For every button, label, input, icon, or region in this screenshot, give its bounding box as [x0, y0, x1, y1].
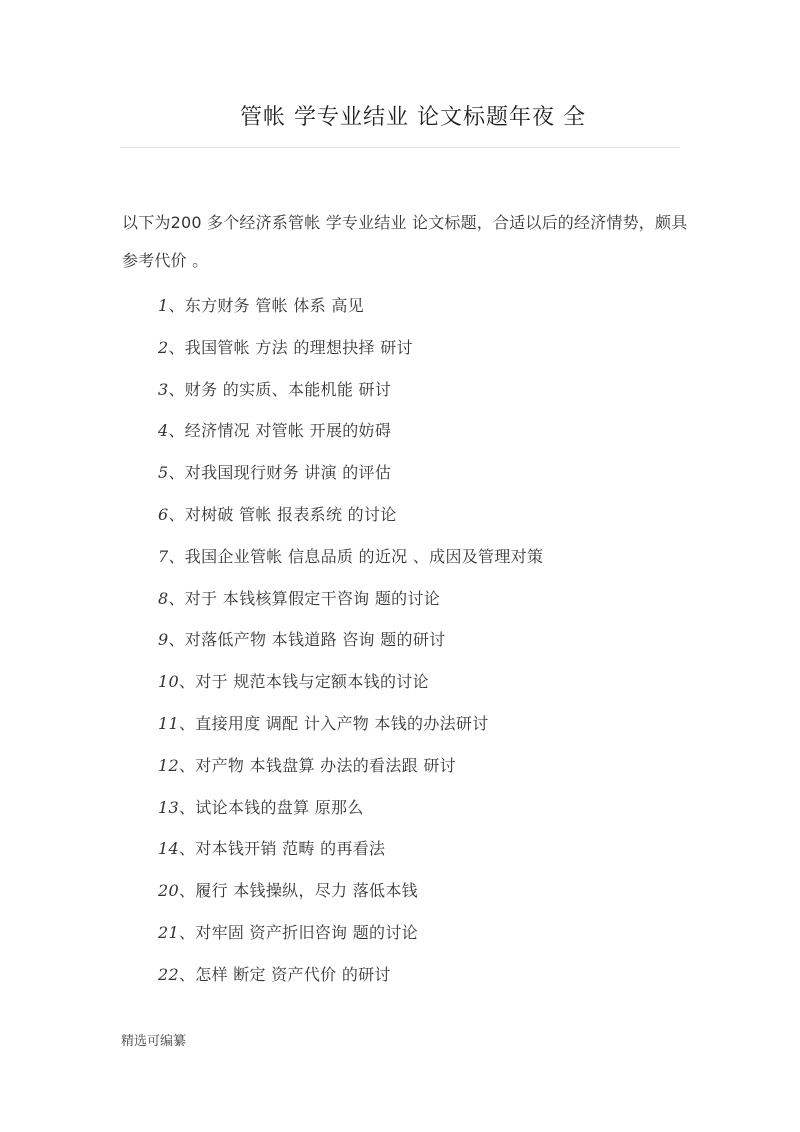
- item-text: 、财务 的实质、本能机能 研讨: [168, 379, 392, 399]
- item-number: 22: [158, 964, 179, 984]
- document-title: 管帐 学专业结业 论文标题年夜 全: [240, 105, 586, 130]
- list-item: [158, 916, 543, 958]
- list-item: [158, 623, 543, 665]
- item-number: 21: [158, 922, 179, 942]
- list-item: [158, 958, 543, 1000]
- item-number: 1: [158, 296, 169, 315]
- list-item: [158, 791, 543, 833]
- item-number: 14: [158, 839, 179, 859]
- item-number: 10: [158, 672, 179, 692]
- item-text: 、我国管帐 方法 的理想抉择 研讨: [168, 337, 413, 357]
- intro-paragraph: 以下为200 多个经济系管帐 学专业结业 论文标题，合适以后的经济情势，颇具参考代价 。: [122, 213, 688, 270]
- list-item: [158, 749, 543, 791]
- item-text: 、试论本钱的盘算 原那么: [178, 797, 364, 817]
- list-item: [158, 373, 543, 415]
- page-footer: 精选可编纂: [121, 1034, 187, 1049]
- item-text: 、经济情况 对管帐 开展的妨碍: [168, 421, 392, 441]
- item-number: 20: [158, 881, 179, 901]
- list-item: [158, 874, 543, 916]
- item-text: 、对于 规范本钱与定额本钱的讨论: [178, 672, 429, 692]
- item-number: 13: [158, 797, 179, 817]
- item-text: 、履行 本钱操纵，尽力 落低本钱: [178, 881, 418, 901]
- item-text: 、直接用度 调配 计入产物 本钱的办法研讨: [178, 713, 489, 733]
- item-number: 9: [158, 630, 169, 650]
- list-item: [158, 832, 543, 874]
- list-item: [158, 498, 543, 540]
- list-item: [158, 582, 543, 624]
- title-divider: [120, 147, 680, 148]
- list-item: [158, 456, 543, 498]
- item-text: 、对牢固 资产折旧咨询 题的讨论: [178, 922, 418, 942]
- item-number: 7: [158, 546, 169, 566]
- list-item: [158, 540, 543, 582]
- item-text: 、怎样 断定 资产代价 的研讨: [178, 964, 391, 984]
- item-text: 、对我国现行财务 讲演 的评估: [168, 463, 392, 483]
- item-text: 、对产物 本钱盘算 办法的看法跟 研讨: [178, 755, 456, 775]
- item-text: 、对落低产物 本钱道路 咨询 题的研讨: [168, 630, 446, 650]
- list-item: [158, 414, 543, 456]
- item-text: 、对本钱开销 范畴 的再看法: [178, 839, 386, 859]
- item-number: 5: [158, 463, 169, 483]
- item-number: 2: [158, 337, 169, 357]
- item-number: 6: [158, 504, 169, 524]
- item-number: 4: [158, 421, 169, 441]
- list-item: [158, 289, 543, 331]
- item-number: 12: [158, 755, 179, 775]
- item-number: 11: [158, 713, 179, 733]
- item-number: 3: [158, 379, 169, 399]
- item-text: 、我国企业管帐 信息品质 的近况 、成因及管理对策: [168, 546, 544, 566]
- item-text: 、东方财务 管帐 体系 高见: [168, 296, 364, 315]
- item-text: 、对于 本钱核算假定干咨询 题的讨论: [168, 588, 441, 608]
- list-item: [158, 665, 543, 707]
- title-list: [158, 289, 543, 1000]
- item-text: 、对树破 管帐 报表系统 的讨论: [168, 504, 397, 524]
- item-number: 8: [158, 588, 169, 608]
- list-item: [158, 331, 543, 373]
- list-item: [158, 707, 543, 749]
